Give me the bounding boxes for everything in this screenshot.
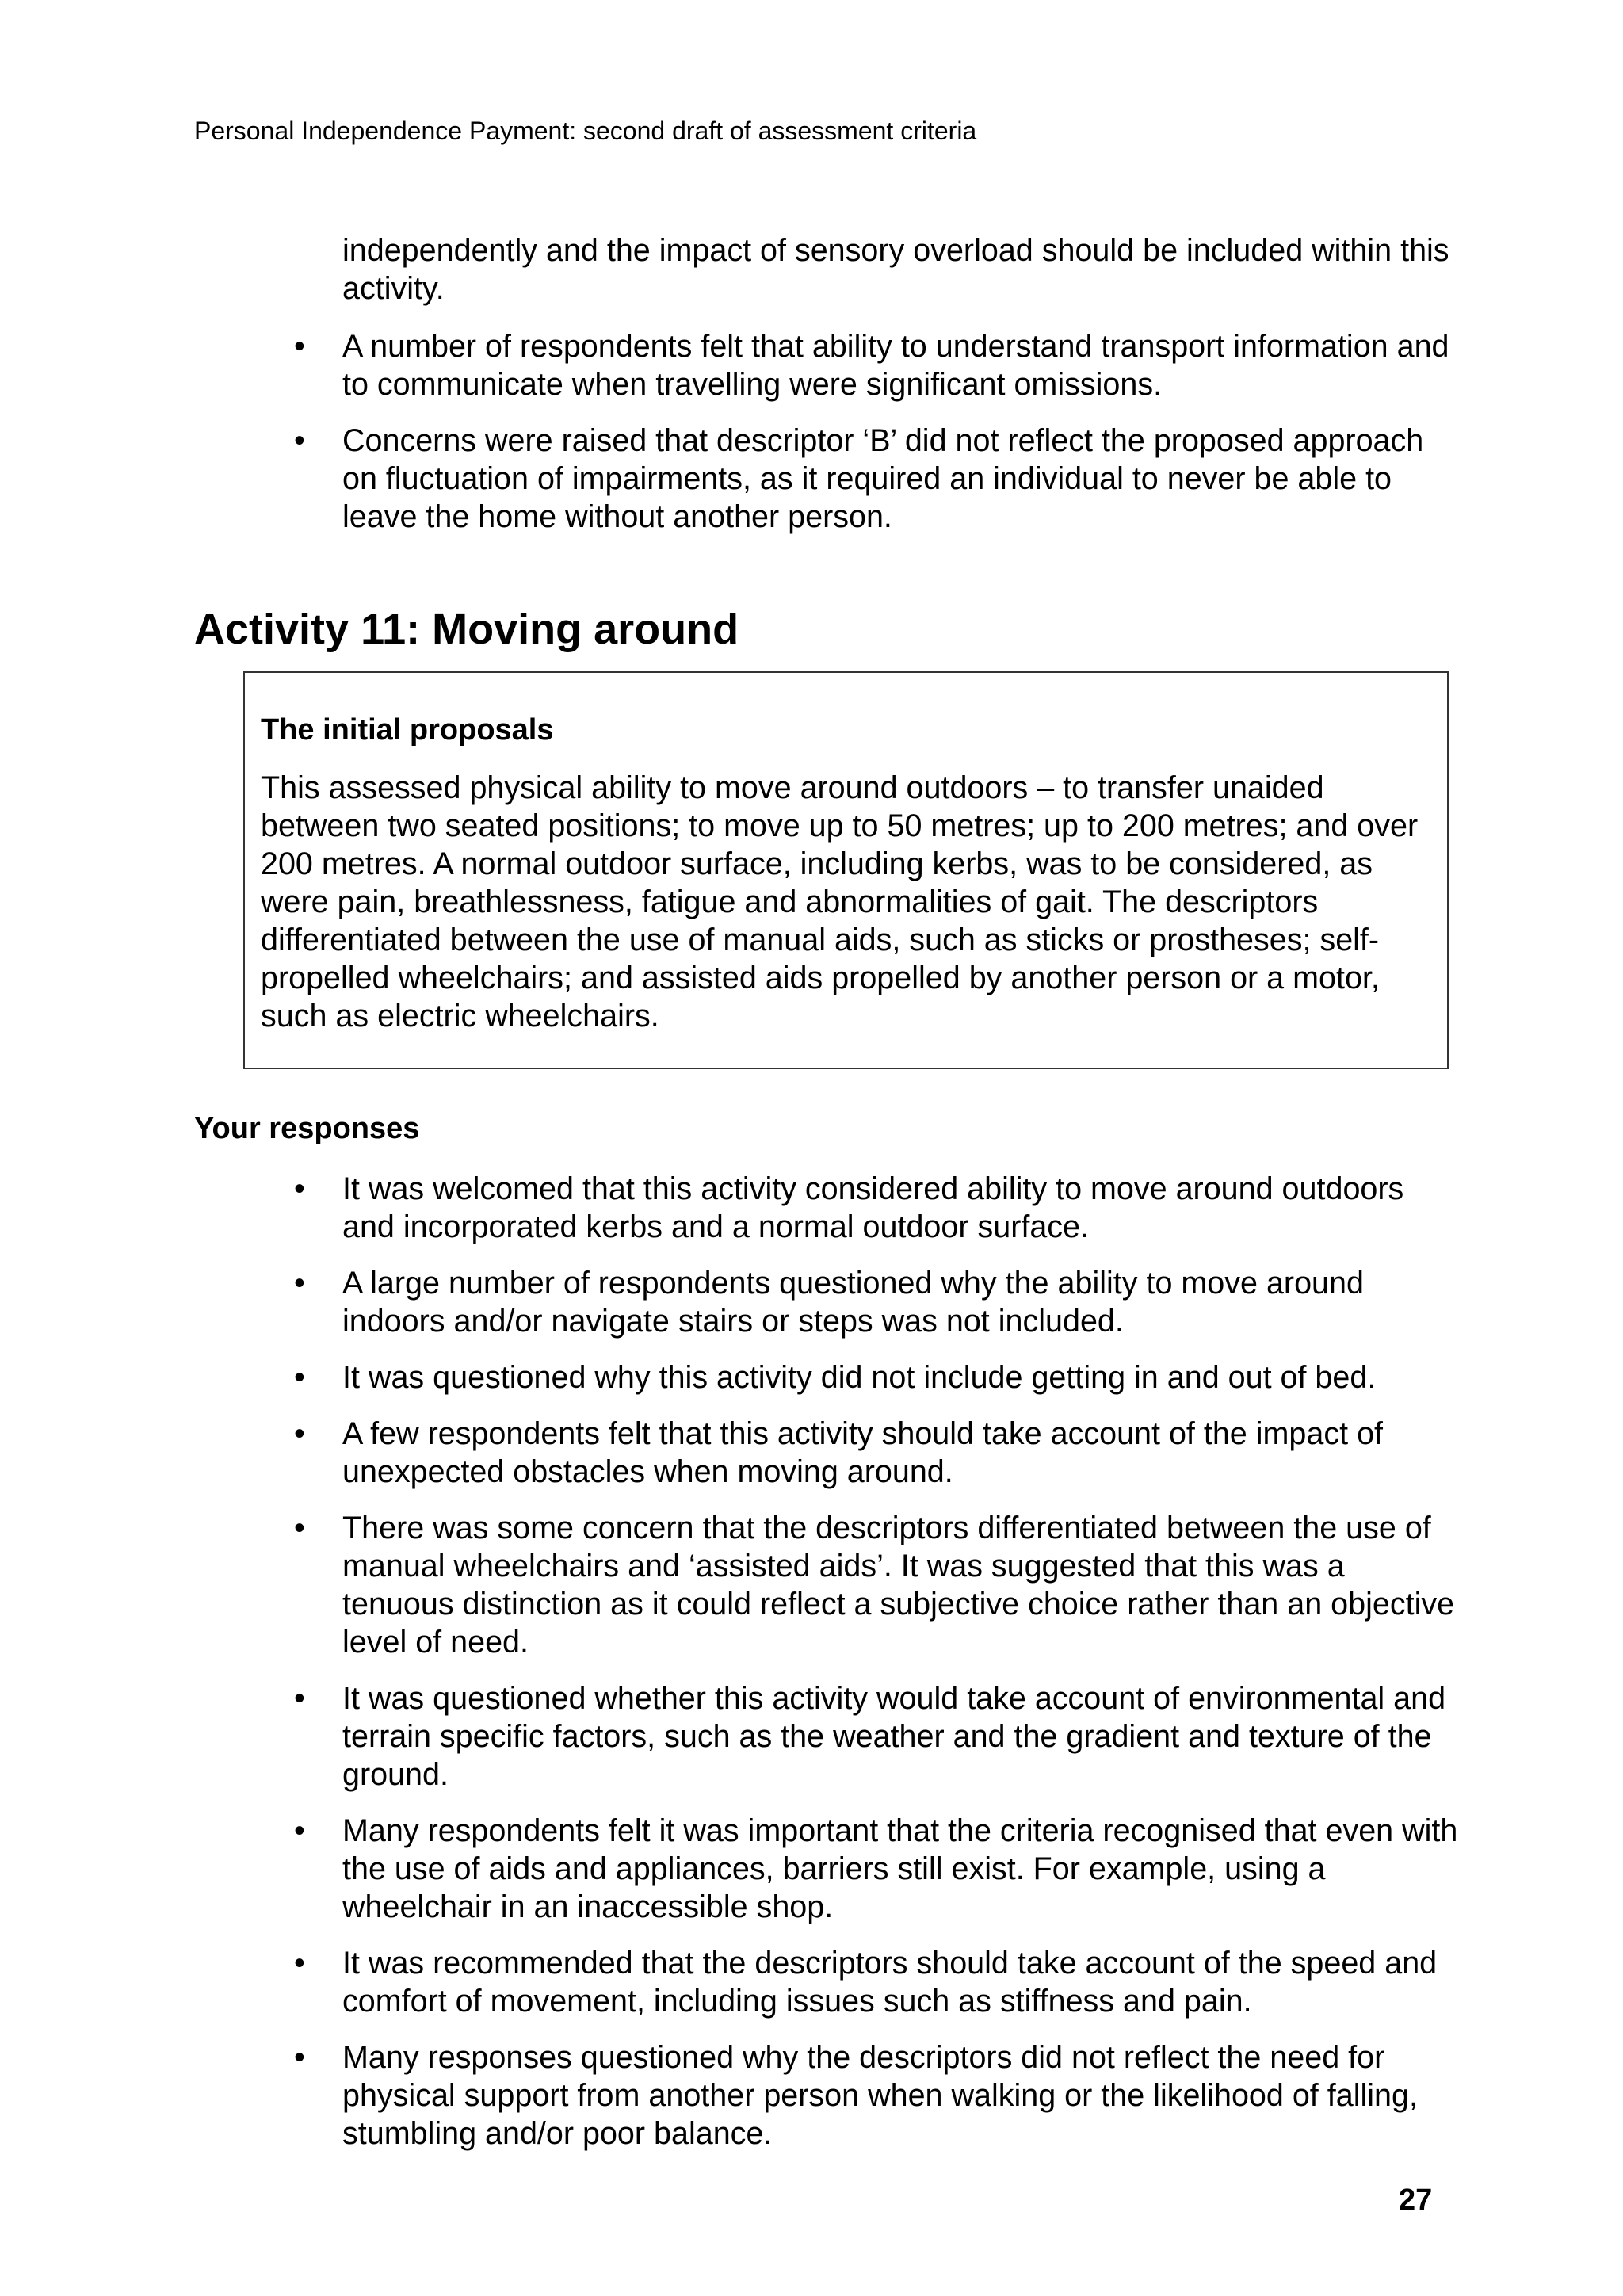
list-item bbox=[294, 1679, 1460, 1794]
bullet-icon: • bbox=[294, 1511, 305, 1545]
list-item-text: Many responses questioned why the descriptors did not reflect the need for physical support from another person when walking or the likelihood of falling, stumbling and/or poor balance. bbox=[342, 2040, 1418, 2151]
list-item-text: There was some concern that the descriptors differentiated between the use of manual wheelchairs and ‘assisted aids’. It was suggested that this was a tenuous distinction as it could reflect a subjective choice rather than an objective level of need. bbox=[342, 1511, 1455, 1660]
bullet-icon: • bbox=[294, 423, 305, 458]
responses-bullet-list bbox=[294, 1170, 1460, 2153]
bullet-icon: • bbox=[294, 1946, 305, 1981]
proposals-body: This assessed physical ability to move around outdoors – to transfer unaided between two seated positions; to move up to 50 metres; up to 200 metres; and over 200 metres. A normal outdoor surface, including kerbs, was to be considered, as were pain, breathlessness, fatigue and abnormalities of gait. The descriptors differentiated between the use of manual aids, such as sticks or prostheses; self-propelled wheelchairs; and assisted aids propelled by another person or a motor, such as electric wheelchairs. bbox=[261, 770, 1419, 1033]
bullet-icon: • bbox=[294, 329, 305, 364]
list-item-text: Concerns were raised that descriptor ‘B’ did not reflect the proposed approach on fluctuation of impairments, as it required an individual to never be able to leave the home without another person. bbox=[342, 423, 1424, 534]
top-bullet-list bbox=[294, 327, 1452, 536]
bullet-icon: • bbox=[294, 1416, 305, 1451]
bullet-icon: • bbox=[294, 1813, 305, 1848]
bullet-icon: • bbox=[294, 1681, 305, 1716]
list-item bbox=[294, 422, 1452, 536]
initial-proposals-box bbox=[243, 671, 1449, 1069]
list-item bbox=[294, 2038, 1460, 2153]
list-item bbox=[294, 1170, 1460, 1246]
list-item-text: It was questioned why this activity did not include getting in and out of bed. bbox=[342, 1360, 1377, 1395]
bullet-icon: • bbox=[294, 1171, 305, 1206]
page-number: 27 bbox=[1399, 2183, 1433, 2217]
list-item bbox=[294, 1509, 1460, 1661]
list-item-text: It was recommended that the descriptors should take account of the speed and comfort of movement, including issues such as stiffness and pain. bbox=[342, 1946, 1438, 2019]
list-item-text: A large number of respondents questioned why the ability to move around indoors and/or navigate stairs or steps was not included. bbox=[342, 1266, 1364, 1339]
list-item bbox=[294, 327, 1452, 403]
list-item bbox=[294, 1358, 1460, 1396]
bullet-icon: • bbox=[294, 2040, 305, 2075]
responses-heading: Your responses bbox=[194, 1112, 420, 1145]
list-item-text: It was welcomed that this activity considered ability to move around outdoors and incorporated kerbs and a normal outdoor surface. bbox=[342, 1171, 1404, 1244]
list-item-text: A few respondents felt that this activity should take account of the impact of unexpected obstacles when moving around. bbox=[342, 1416, 1384, 1489]
proposals-title: The initial proposals bbox=[261, 713, 554, 747]
section-heading: Activity 11: Moving around bbox=[194, 606, 739, 653]
bullet-icon: • bbox=[294, 1360, 305, 1395]
bullet-icon: • bbox=[294, 1266, 305, 1301]
list-item bbox=[294, 1415, 1460, 1491]
list-item bbox=[294, 1812, 1460, 1926]
continued-paragraph: independently and the impact of sensory overload should be included within this activity. bbox=[342, 233, 1449, 306]
list-item bbox=[294, 1944, 1460, 2020]
list-item-text: A number of respondents felt that ability to understand transport information and to communicate when travelling were significant omissions. bbox=[342, 329, 1449, 402]
running-header: Personal Independence Payment: second draft of assessment criteria bbox=[194, 117, 977, 145]
list-item bbox=[294, 1264, 1460, 1340]
list-item-text: It was questioned whether this activity would take account of environmental and terrain specific factors, such as the weather and the gradient and texture of the ground. bbox=[342, 1681, 1446, 1792]
list-item-text: Many respondents felt it was important that the criteria recognised that even with the use of aids and appliances, barriers still exist. For example, using a wheelchair in an inaccessible shop. bbox=[342, 1813, 1458, 1924]
